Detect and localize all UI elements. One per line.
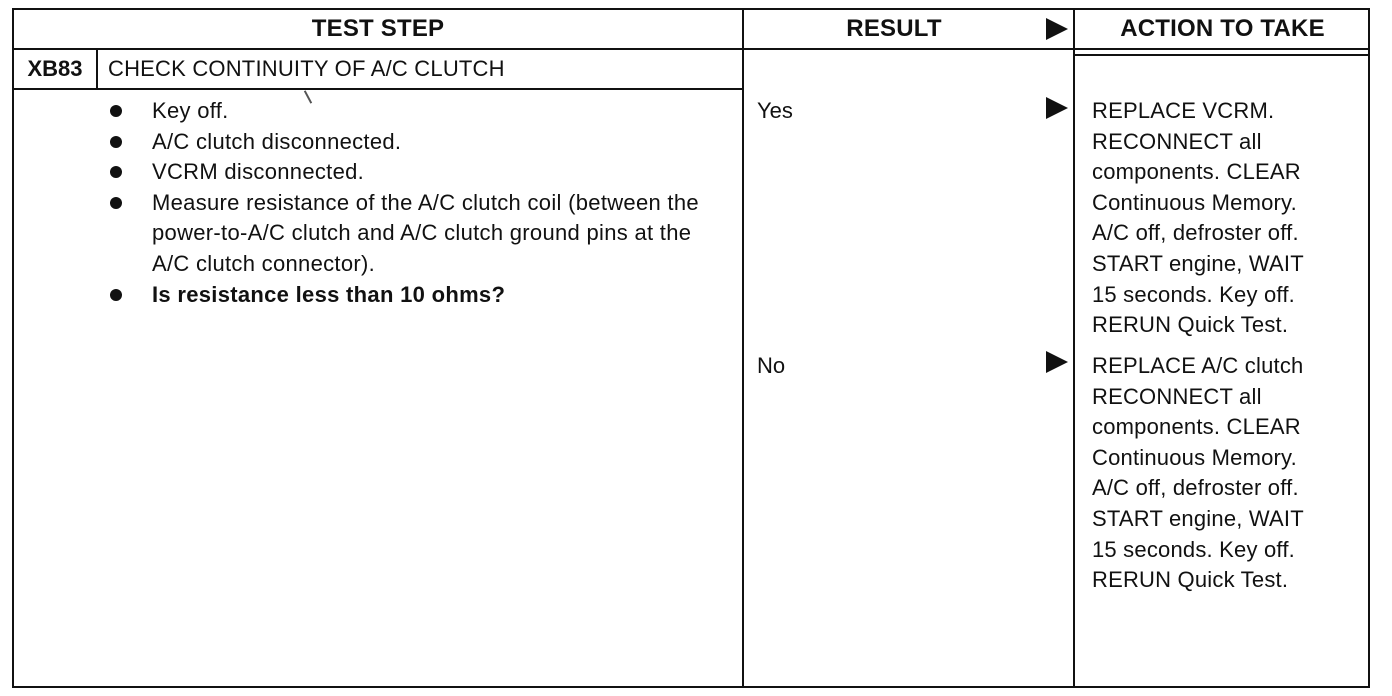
header-arrow-icon bbox=[1046, 18, 1068, 40]
bullet-icon bbox=[110, 166, 122, 178]
result-no-label: No bbox=[757, 353, 786, 378]
header-result: RESULT bbox=[846, 15, 942, 42]
list-item: Measure resistance of the A/C clutch coil (between the power-to-A/C clutch and A/C clutch ground pins at the A/C clutch connector). bbox=[110, 188, 730, 280]
bullet-icon bbox=[110, 105, 122, 117]
column-divider-action bbox=[1073, 10, 1075, 686]
bullet-icon bbox=[110, 136, 122, 148]
test-step-table bbox=[12, 8, 1370, 688]
step-id-divider bbox=[96, 48, 98, 88]
list-item: Is resistance less than 10 ohms? bbox=[110, 280, 730, 311]
step-title: CHECK CONTINUITY OF A/C CLUTCH bbox=[108, 56, 505, 81]
action-no: REPLACE A/C clutch RECONNECT all components. CLEAR Continuous Memory. A/C off, defroster off. START engine, WAIT 15 seconds. Key off. RERUN Quick Test. bbox=[1092, 353, 1304, 593]
list-item: Key off. bbox=[110, 96, 730, 127]
column-divider-result bbox=[742, 10, 744, 686]
header-test-step: TEST STEP bbox=[311, 15, 445, 42]
action-yes: REPLACE VCRM. RECONNECT all components. CLEAR Continuous Memory. A/C off, defroster off. START engine, WAIT 15 seconds. Key off. RERUN Quick Test. bbox=[1092, 98, 1304, 338]
header-action-to-take: ACTION TO TAKE bbox=[1120, 15, 1325, 42]
result-no-arrow-icon bbox=[1046, 351, 1068, 373]
action-header-rule bbox=[1073, 54, 1370, 56]
result-yes-label: Yes bbox=[757, 98, 793, 123]
list-item: VCRM disconnected. bbox=[110, 157, 730, 188]
bullet-icon bbox=[110, 289, 122, 301]
list-item: A/C clutch disconnected. bbox=[110, 127, 730, 158]
step-bullet-list bbox=[110, 96, 730, 310]
bullet-icon bbox=[110, 197, 122, 209]
step-id: XB83 bbox=[27, 56, 83, 81]
result-yes-arrow-icon bbox=[1046, 97, 1068, 119]
step-title-divider bbox=[14, 88, 742, 90]
